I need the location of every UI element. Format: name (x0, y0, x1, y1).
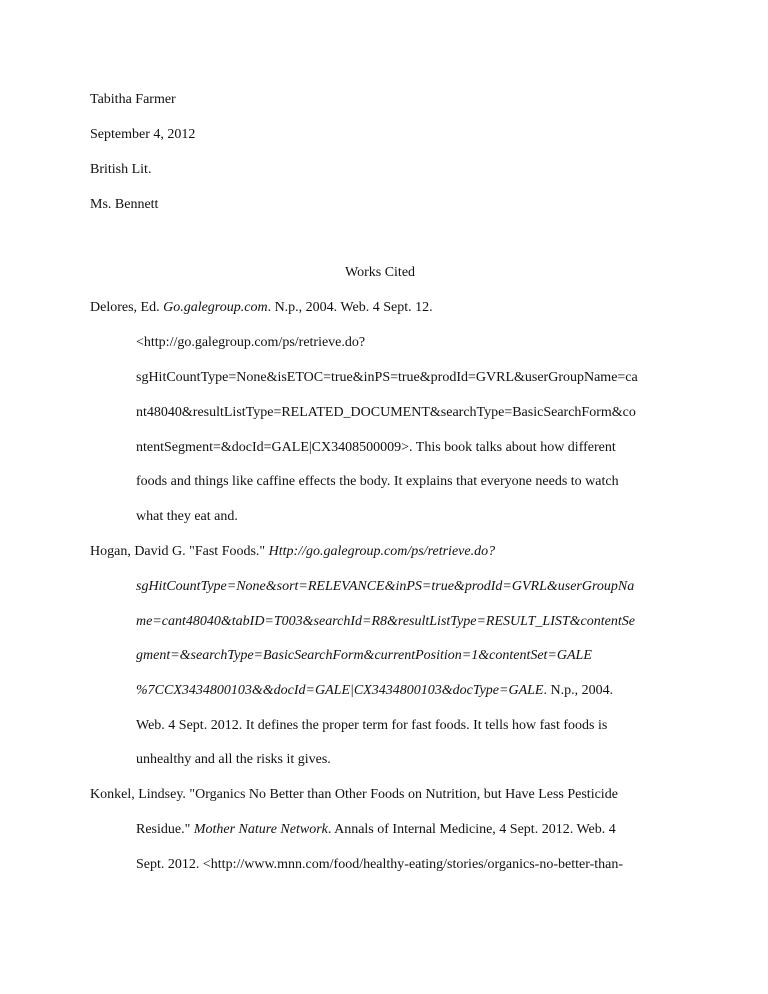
citation-line: Konkel, Lindsey. "Organics No Better than Other Foods on Nutrition, but Have Less Pesticide (90, 787, 618, 802)
citation-line: foods and things like caffine effects the body. It explains that everyone needs to watch (136, 474, 619, 489)
citation-line: sgHitCountType=None&isETOC=true&inPS=true&prodId=GVRL&userGroupName=ca (136, 370, 638, 385)
citation-line: <http://go.galegroup.com/ps/retrieve.do? (136, 335, 366, 350)
citation-line: Hogan, David G. "Fast Foods." Http://go.galegroup.com/ps/retrieve.do? (90, 544, 496, 559)
citation-line: Delores, Ed. Go.galegroup.com. N.p., 2004. Web. 4 Sept. 12. (90, 300, 433, 315)
citation-line: Sept. 2012. <http://www.mnn.com/food/healthy-eating/stories/organics-no-better-than- (136, 857, 624, 872)
citation-line: ntentSegment=&docId=GALE|CX3408500009>. This book talks about how different (136, 440, 616, 455)
author-name: Tabitha Farmer (90, 92, 176, 107)
citation-line: sgHitCountType=None&sort=RELEVANCE&inPS=true&prodId=GVRL&userGroupNa (136, 579, 635, 594)
course: British Lit. (90, 162, 152, 177)
citation-line: Web. 4 Sept. 2012. It defines the proper term for fast foods. It tells how fast foods is (136, 718, 608, 733)
page-title: Works Cited (345, 265, 416, 280)
citation-line: %7CCX3434800103&&docId=GALE|CX3434800103&docType=GALE. N.p., 2004. (136, 683, 614, 698)
citation-line: Residue." Mother Nature Network. Annals of Internal Medicine, 4 Sept. 2012. Web. 4 (136, 822, 616, 837)
citation-line: unhealthy and all the risks it gives. (136, 752, 331, 767)
teacher: Ms. Bennett (90, 197, 159, 212)
citation-line: nt48040&resultListType=RELATED_DOCUMENT&searchType=BasicSearchForm&co (136, 405, 636, 420)
citation-line: gment=&searchType=BasicSearchForm&currentPosition=1&contentSet=GALE (136, 648, 592, 663)
citation-line: what they eat and. (136, 509, 238, 524)
citation-line: me=cant48040&tabID=T003&searchId=R8&resultListType=RESULT_LIST&contentSe (136, 614, 635, 629)
date: September 4, 2012 (90, 127, 196, 142)
